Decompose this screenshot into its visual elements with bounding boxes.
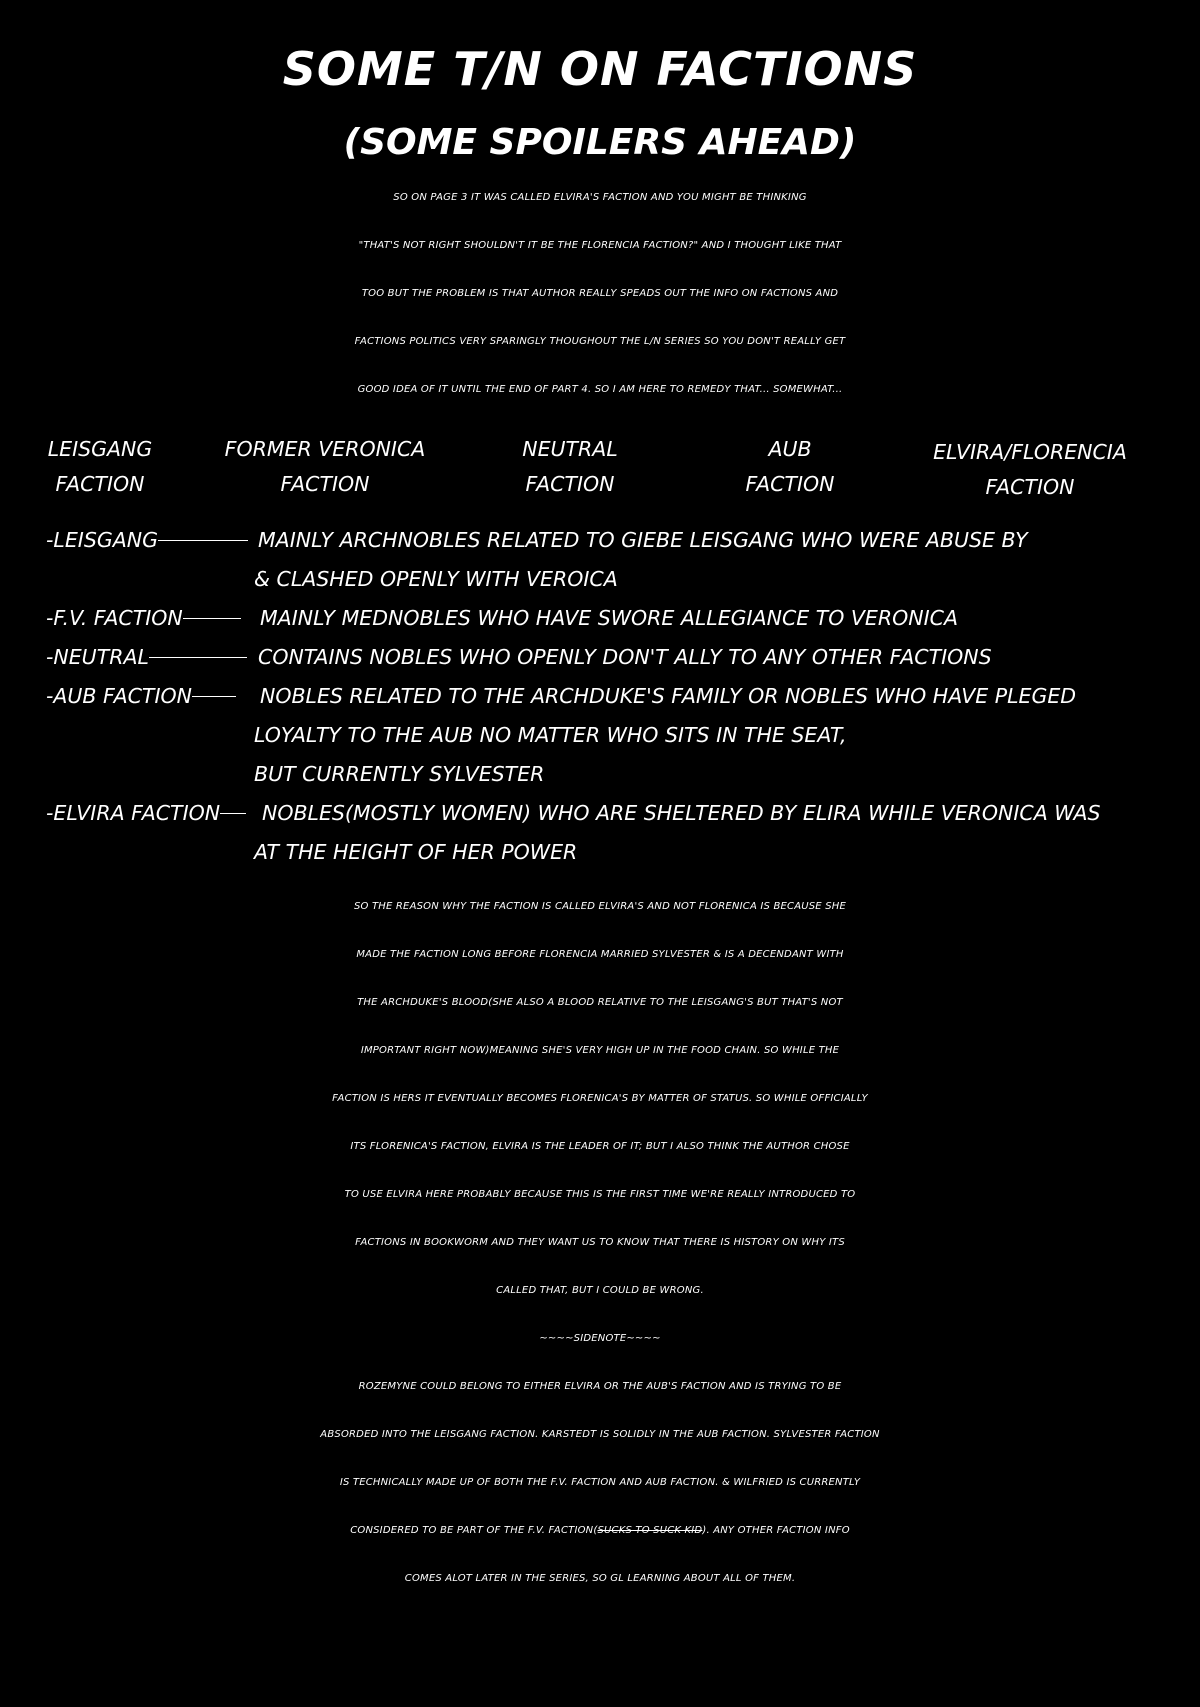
faction-heading-line: FACTION [745,472,835,496]
definition-label-text: -AUB FACTION [46,684,192,708]
intro-line: FACTIONS POLITICS VERY SPARINGLY THOUGHOUT THE L/N SERIES SO YOU DON'T REALLY GET [354,336,846,347]
sidenote-heading: ~~~~SIDENOTE~~~~ [539,1333,661,1344]
faction-heading-line: ELVIRA/FLORENCIA [933,440,1127,464]
sidenote-line: COMES ALOT LATER IN THE SERIES, SO GL LEARNING ABOUT ALL OF THEM. [404,1573,796,1584]
definition-aub-text: NOBLES RELATED TO THE ARCHDUKE'S FAMILY OR NOBLES WHO HAVE PLEGED [260,684,1077,708]
faction-heading-line: AUB [768,437,812,461]
intro-line: "THAT'S NOT RIGHT SHOULDN'T IT BE THE FLORENCIA FACTION?" AND I THOUGHT LIKE THAT [358,240,842,251]
struck-text: SUCKS TO SUCK KID [597,1525,703,1536]
explanation-line: CALLED THAT, BUT I COULD BE WRONG. [496,1285,704,1296]
explanation-line: IMPORTANT RIGHT NOW)MEANING SHE'S VERY HIGH UP IN THE FOOD CHAIN. SO WHILE THE [360,1045,840,1056]
definition-elvira-label [46,801,248,825]
faction-heading-line: FACTION [985,475,1075,499]
definition-leisgang-label [46,528,250,552]
faction-heading-line: NEUTRAL [522,437,618,461]
dash-divider [149,657,247,658]
explanation-line: TO USE ELVIRA HERE PROBABLY BECAUSE THIS IS THE FIRST TIME WE'RE REALLY INTRODUCED TO [344,1189,856,1200]
explanation-line: THE ARCHDUKE'S BLOOD(SHE ALSO A BLOOD RELATIVE TO THE LEISGANG'S BUT THAT'S NOT [357,997,843,1008]
faction-heading [215,432,435,502]
faction-heading-line: FORMER VERONICA [224,437,426,461]
definition-leisgang-text: MAINLY ARCHNOBLES RELATED TO GIEBE LEISGANG WHO WERE ABUSE BY [258,528,1028,552]
faction-heading [30,432,170,502]
definition-aub-label [46,684,238,708]
sidenote-text: ). ANY OTHER FACTION INFO [702,1525,850,1536]
definition-elvira-text: AT THE HEIGHT OF HER POWER [254,840,578,864]
faction-heading [500,432,640,502]
sidenote-line [0,1525,1200,1536]
definition-label-text: -F.V. FACTION [46,606,183,630]
faction-heading [910,435,1150,505]
intro-line: SO ON PAGE 3 IT WAS CALLED ELVIRA'S FACTION AND YOU MIGHT BE THINKING [393,192,807,203]
sidenote-line: IS TECHNICALLY MADE UP OF BOTH THE F.V. FACTION AND AUB FACTION. & WILFRIED IS CURRENTLY [339,1477,861,1488]
explanation-line: FACTION IS HERS IT EVENTUALLY BECOMES FLORENICA'S BY MATTER OF STATUS. SO WHILE OFFICIALLY [332,1093,868,1104]
intro-line: TOO BUT THE PROBLEM IS THAT AUTHOR REALLY SPEADS OUT THE INFO ON FACTIONS AND [361,288,839,299]
faction-heading-line: FACTION [280,472,370,496]
faction-heading-line: LEISGANG [47,437,153,461]
explanation-line: ITS FLORENICA'S FACTION, ELVIRA IS THE LEADER OF IT; BUT I ALSO THINK THE AUTHOR CHOSE [350,1141,850,1152]
dash-divider [158,540,248,541]
explanation-line: MADE THE FACTION LONG BEFORE FLORENCIA MARRIED SYLVESTER & IS A DECENDANT WITH [356,949,844,960]
definition-aub-text: BUT CURRENTLY SYLVESTER [254,762,545,786]
intro-line: GOOD IDEA OF IT UNTIL THE END OF PART 4. SO I AM HERE TO REMEDY THAT... SOMEWHAT... [357,384,843,395]
sidenote-line: ROZEMYNE COULD BELONG TO EITHER ELVIRA OR THE AUB'S FACTION AND IS TRYING TO BE [358,1381,842,1392]
definition-neutral-label [46,645,249,669]
dash-divider [220,813,246,814]
definition-leisgang-text: & CLASHED OPENLY WITH VEROICA [254,567,618,591]
explanation-line: FACTIONS IN BOOKWORM AND THEY WANT US TO KNOW THAT THERE IS HISTORY ON WHY ITS [355,1237,845,1248]
sidenote-line: ABSORDED INTO THE LEISGANG FACTION. KARSTEDT IS SOLIDLY IN THE AUB FACTION. SYLVESTER FACTION [320,1429,880,1440]
faction-heading [720,432,860,502]
definition-label-text: -NEUTRAL [46,645,149,669]
explanation-line: SO THE REASON WHY THE FACTION IS CALLED ELVIRA'S AND NOT FLORENICA IS BECAUSE SHE [353,901,846,912]
definition-elvira-text: NOBLES(MOSTLY WOMEN) WHO ARE SHELTERED BY ELIRA WHILE VERONICA WAS [262,801,1101,825]
definition-fv-text: MAINLY MEDNOBLES WHO HAVE SWORE ALLEGIANCE TO VERONICA [260,606,958,630]
definition-fv-label [46,606,243,630]
faction-heading-line: FACTION [525,472,615,496]
definition-label-text: -ELVIRA FACTION [46,801,221,825]
faction-heading-line: FACTION [55,472,145,496]
page-subtitle: (SOME SPOILERS AHEAD) [343,122,857,163]
dash-divider [192,696,236,697]
dash-divider [183,618,241,619]
definition-neutral-text: CONTAINS NOBLES WHO OPENLY DON'T ALLY TO ANY OTHER FACTIONS [258,645,992,669]
definition-label-text: -LEISGANG [46,528,158,552]
page-title: SOME T/N ON FACTIONS [282,42,918,96]
sidenote-text: CONSIDERED TO BE PART OF THE F.V. FACTION( [350,1525,598,1536]
definition-aub-text: LOYALTY TO THE AUB NO MATTER WHO SITS IN THE SEAT, [254,723,847,747]
